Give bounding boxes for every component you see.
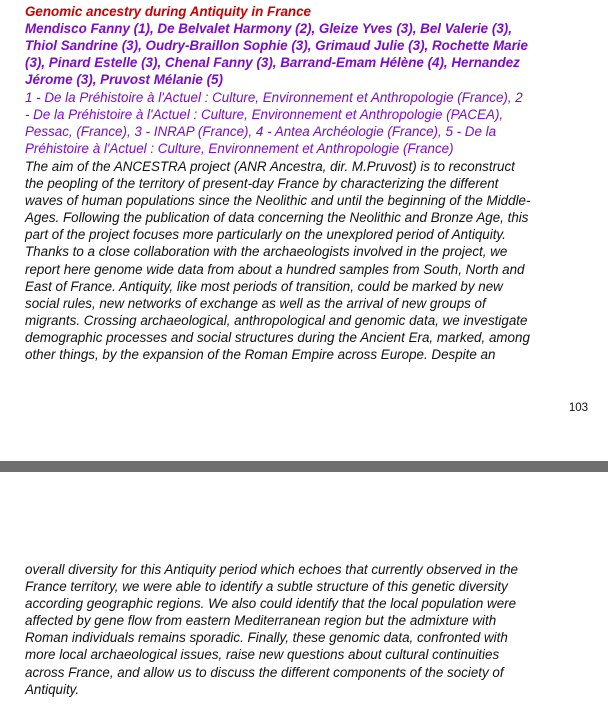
abstract-line: overall diversity for this Antiquity period which echoes that currently observed in the [25, 562, 518, 577]
abstract-line: social rules, new networks of exchange as well as the arrival of new groups of [25, 295, 486, 311]
affiliation-line: - De la Préhistoire à l'Actuel : Culture, Environnement et Anthropologie (PACEA), [25, 107, 504, 123]
abstract-part-2 [25, 561, 593, 698]
page-separator [0, 461, 608, 472]
affiliation-line: Pessac, (France), 3 - INRAP (France), 4 - Antea Archéologie (France), 5 - De la [25, 124, 497, 140]
abstract-line: The aim of the ANCESTRA project (ANR Ancestra, dir. M.Pruvost) is to reconstruct [25, 159, 515, 174]
abstract-line: the peopling of the territory of present-day France by characterizing the different [25, 176, 499, 192]
abstract-line: affected by gene flow from eastern Mediterranean region but the admixture with [25, 613, 497, 629]
abstract-line: Ages. Following the publication of data concerning the Neolithic and Bronze Age, this [25, 210, 529, 226]
abstract-line: part of the project focuses more particularly on the unexplored period of Antiquity. [25, 227, 506, 243]
title-text: Genomic ancestry during Antiquity in France [25, 4, 311, 19]
page-bottom [0, 472, 608, 710]
abstract-line: more local archaeological issues, raise new questions about cultural continuities [25, 647, 500, 663]
author-line: Jérome (3), Pruvost Mélanie (5) [25, 72, 223, 88]
abstract-line: according geographic regions. We also could identify that the local population were [25, 596, 517, 612]
affiliation-line: 1 - De la Préhistoire à l'Actuel : Culture, Environnement et Anthropologie (France), 2 [25, 90, 523, 105]
abstract-line: Roman individuals remains sporadic. Finally, these genomic data, confronted with [25, 630, 508, 646]
abstract-part-1 [25, 158, 593, 363]
author-list [25, 20, 593, 88]
affiliations [25, 89, 593, 157]
abstract-line: migrants. Crossing archaeological, anthropological and genomic data, we investigate [25, 312, 528, 328]
abstract-line: other things, by the expansion of the Roman Empire across Europe. Despite an [25, 347, 496, 363]
author-line: (3), Pinard Estelle (3), Chenal Fanny (3), Barrand-Emam Hélène (4), Hernandez [25, 55, 520, 71]
author-line: Thiol Sandrine (3), Oudry-Braillon Sophie (3), Grimaud Julie (3), Rochette Marie [25, 38, 528, 54]
abstract-line: East of France. Antiquity, like most periods of transition, could be marked by new [25, 278, 503, 294]
paper-title [25, 3, 593, 20]
abstract-line: waves of human populations since the Neolithic and until the beginning of the Middle- [25, 193, 531, 209]
abstract-line: Thanks to a close collaboration with the archaeologists involved in the project, we [25, 244, 508, 260]
page-number: 103 [568, 402, 588, 414]
abstract-line: report here genome wide data from about a hundred samples from South, North and [25, 261, 525, 277]
abstract-line: France territory, we were able to identify a subtle structure of this genetic diversity [25, 579, 508, 595]
abstract-line: demographic processes and social structures during the Ancient Era, marked, among [25, 329, 530, 345]
abstract-line: across France, and allow us to discuss the different components of the society of [25, 664, 504, 680]
abstract-line: Antiquity. [25, 681, 80, 697]
author-line: Mendisco Fanny (1), De Belvalet Harmony (2), Gleize Yves (3), Bel Valerie (3), [25, 21, 512, 36]
affiliation-line: Préhistoire à l'Actuel : Culture, Environnement et Anthropologie (France) [25, 141, 454, 157]
